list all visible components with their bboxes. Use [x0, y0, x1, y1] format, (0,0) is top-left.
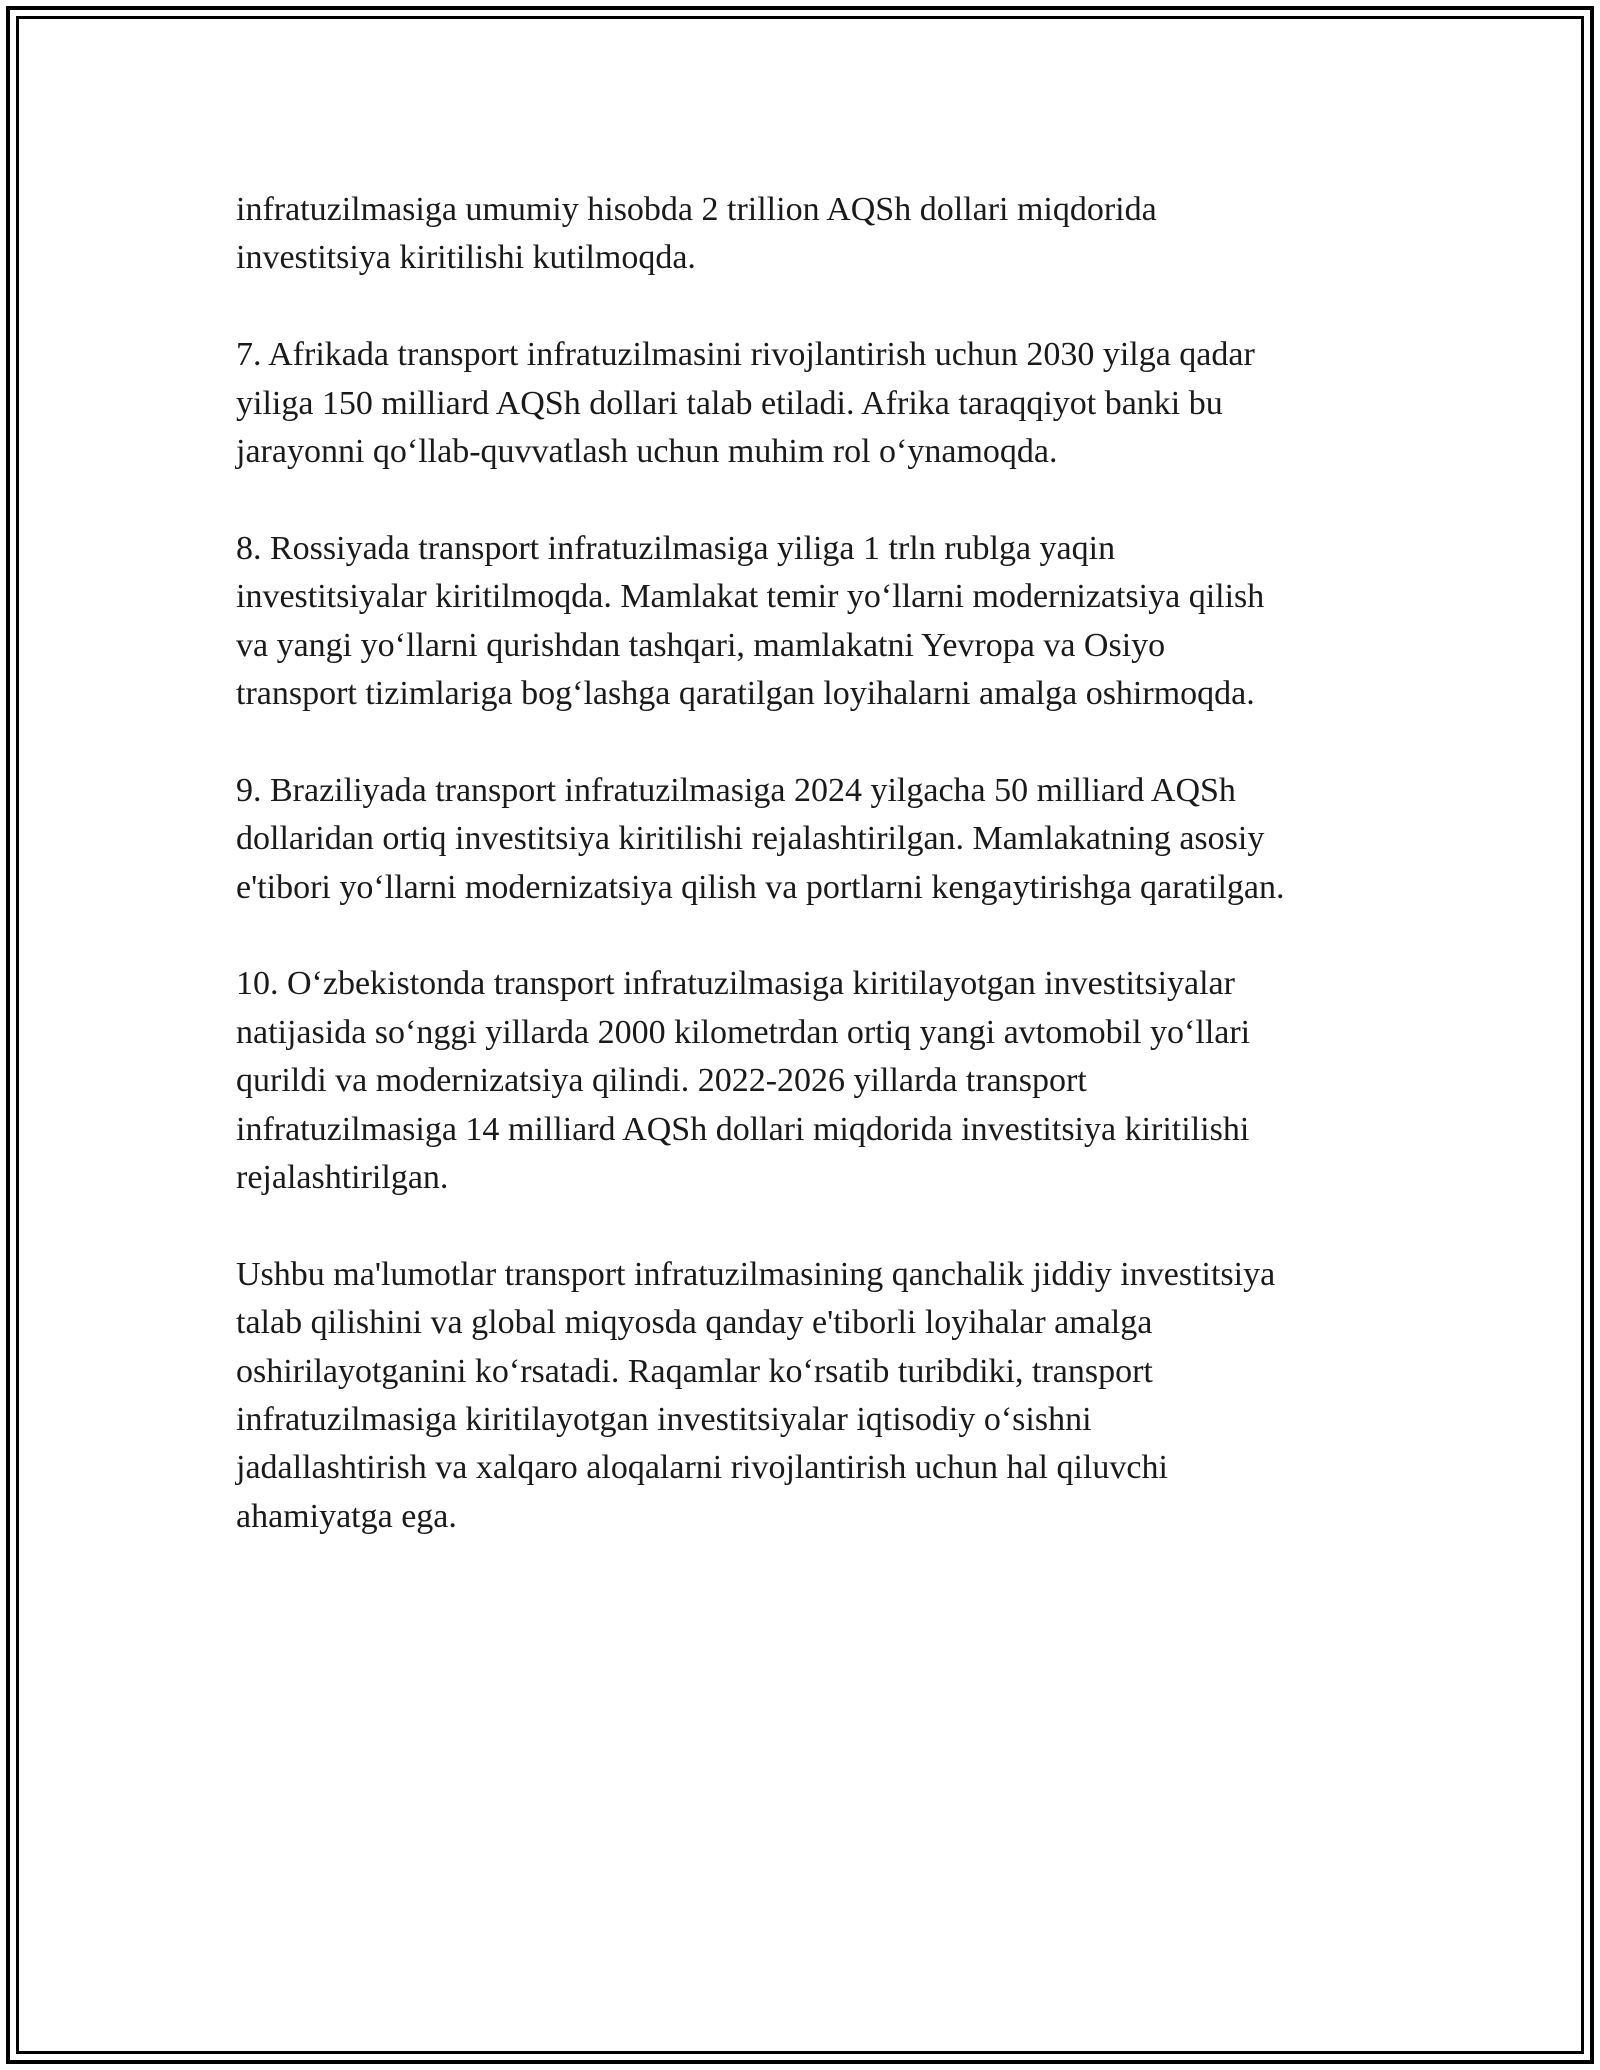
paragraph-item-10: 10. Oʻzbekistonda transport infratuzilmasiga kiritilayotgan investitsiyalar natijasida soʻnggi yillarda 2000 kilometrdan ortiq yangi avtomobil yoʻllari qurildi va modernizatsiya qilindi. 2022-2026 yillarda transport infratuzilmasiga 14 milliard AQSh dollari miqdorida investitsiya kiritilishi rejalashtirilgan. [236, 965, 1251, 1197]
paragraph-conclusion: Ushbu ma'lumotlar transport infratuzilmasining qanchalik jiddiy investitsiya talab qilishini va global miqyosda qanday e'tiborli loyihalar amalga oshirilayotganini koʻrsatadi. Raqamlar koʻrsatib turibdiki, transport infratuzilmasiga kiritilayotgan investitsiyalar iqtisodiy oʻsishni jadallashtirish va xalqaro aloqalarni rivojlantirish uchun hal qiluvchi ahamiyatga ega. [236, 1255, 1276, 1535]
paragraph-continuation: infratuzilmasiga umumiy hisobda 2 trillion AQSh dollari miqdorida investitsiya kiritilishi kutilmoqda. [236, 191, 1157, 277]
paragraph-item-7: 7. Afrikada transport infratuzilmasini rivojlantirish uchun 2030 yilga qadar yiliga 150 milliard AQSh dollari talab etiladi. Afrika taraqqiyot banki bu jarayonni qoʻllab-quvvatlash uchun muhim rol oʻynamoqda. [236, 336, 1255, 471]
paragraph-item-9: 9. Braziliyada transport infratuzilmasiga 2024 yilgacha 50 milliard AQSh dollaridan ortiq investitsiya kiritilishi rejalashtirilgan. Mamlakatning asosiy e'tibori yoʻllarni modernizatsiya qilish va portlarni kengaytirishga qaratilgan. [236, 771, 1285, 906]
document-body [236, 186, 1396, 1590]
paragraph-item-8: 8. Rossiyada transport infratuzilmasiga yiliga 1 trln rublga yaqin investitsiyalar kiritilmoqda. Mamlakat temir yoʻllarni modernizatsiya qilish va yangi yoʻllarni qurishdan tashqari, mamlakatni Yevropa va Osiyo transport tizimlariga bogʻlashga qaratilgan loyihalarni amalga oshirmoqda. [236, 529, 1265, 713]
